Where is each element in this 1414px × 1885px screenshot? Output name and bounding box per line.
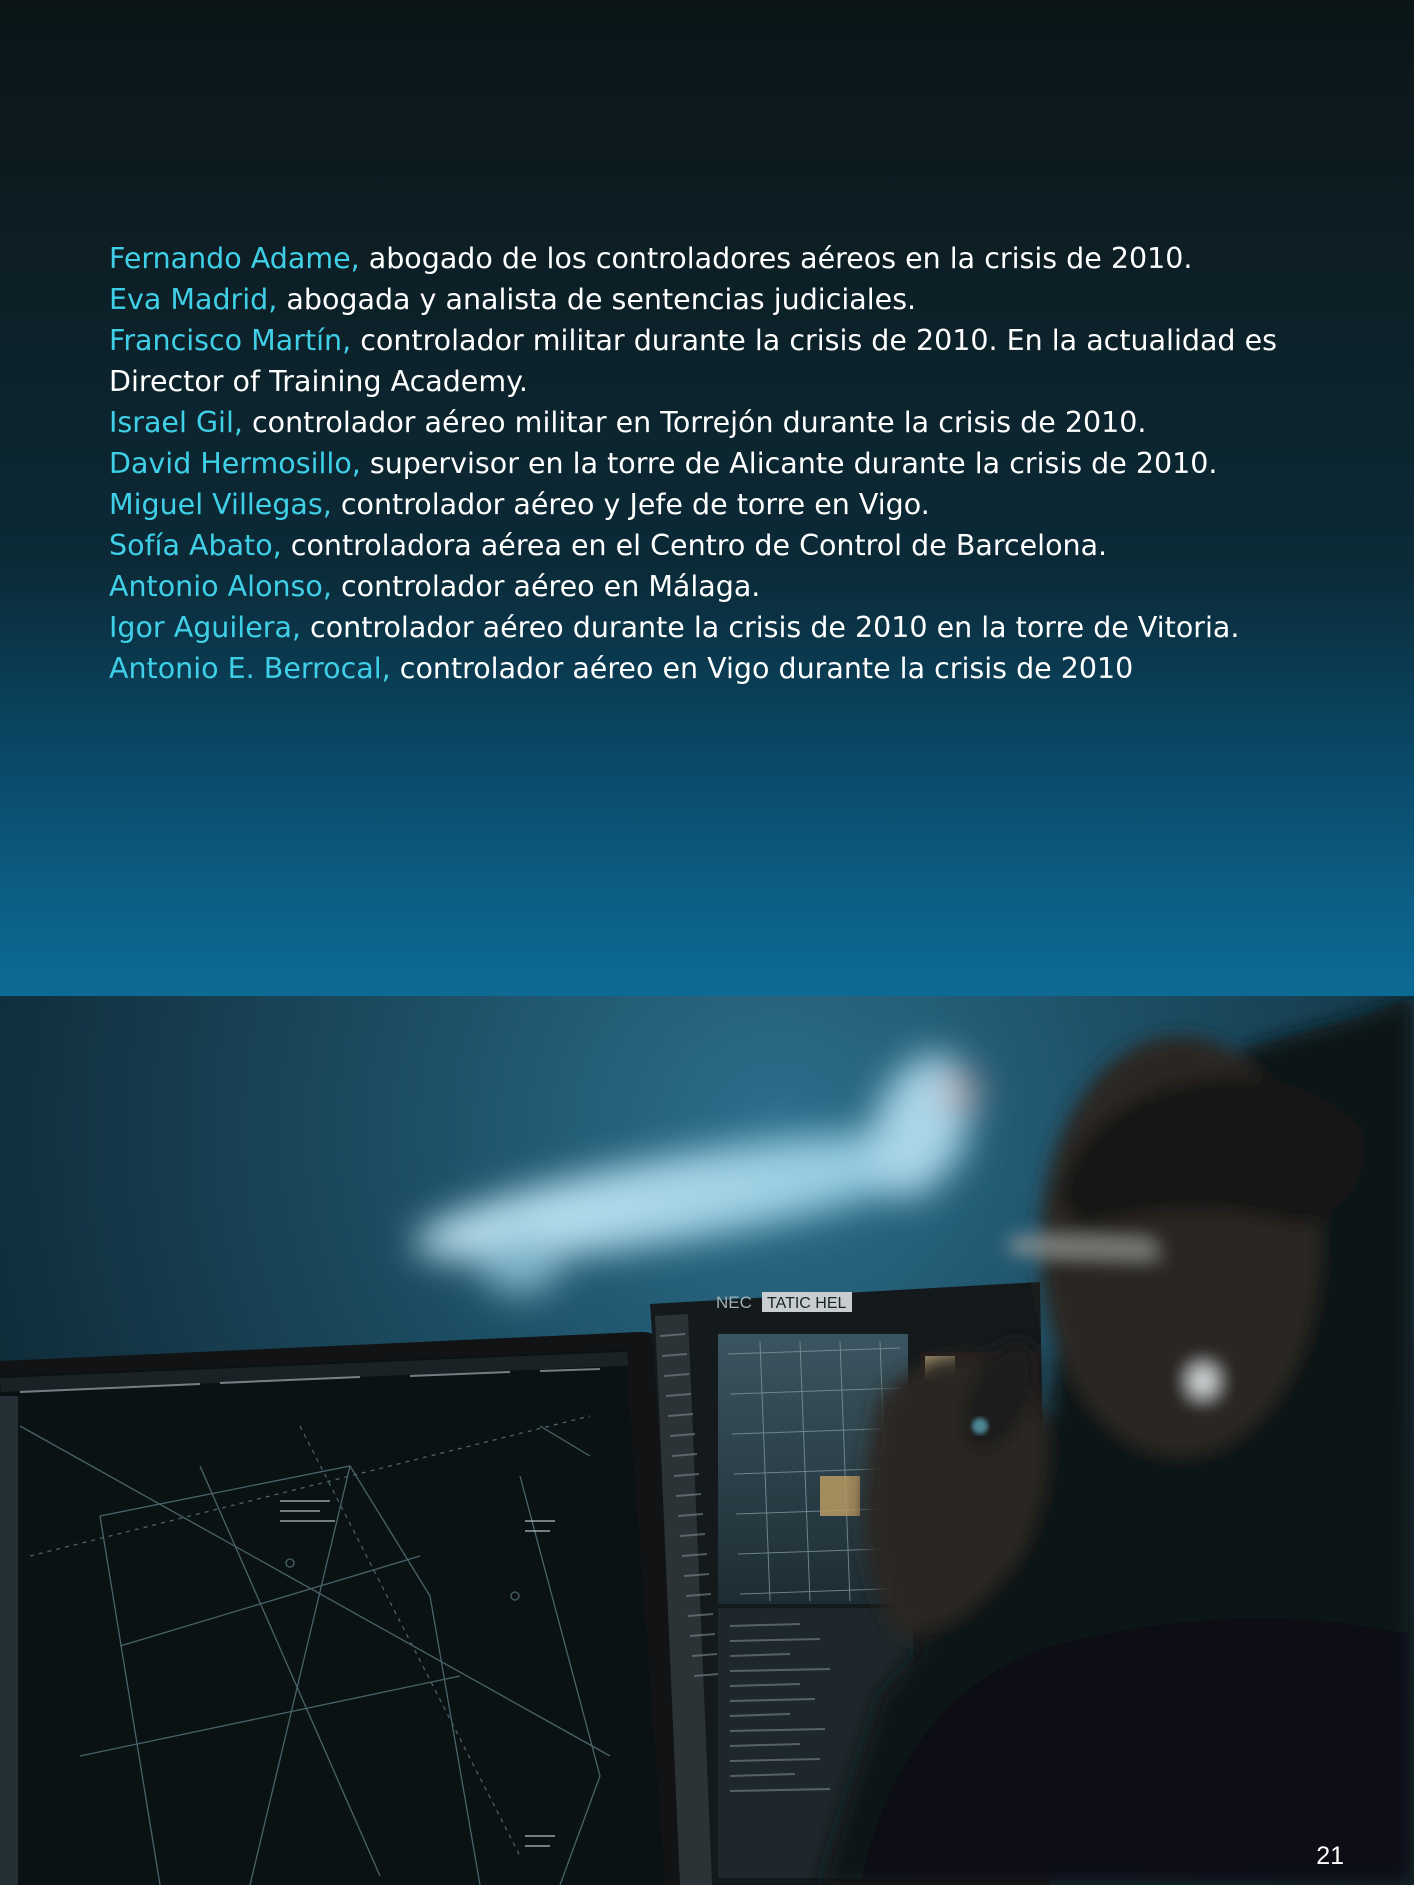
photo-illustration bbox=[0, 996, 1414, 1885]
credit-description: supervisor en la torre de Alicante durante la crisis de 2010. bbox=[369, 447, 1218, 480]
credit-entry bbox=[109, 607, 1329, 648]
credit-name: Miguel Villegas, bbox=[109, 488, 332, 521]
credit-entry bbox=[109, 238, 1329, 279]
credit-name: Israel Gil, bbox=[109, 406, 243, 439]
credit-name: Francisco Martín, bbox=[109, 324, 352, 357]
credit-description: controlador aéreo en Málaga. bbox=[340, 570, 761, 603]
monitor-label-text: TATIC HEL bbox=[767, 1295, 847, 1312]
credit-name: Antonio E. Berrocal, bbox=[109, 652, 391, 685]
monitor-brand-text: NEC bbox=[716, 1293, 752, 1312]
credit-description: controlador aéreo durante la crisis de 2010 en la torre de Vitoria. bbox=[310, 611, 1240, 644]
credit-description: controlador aéreo en Vigo durante la crisis de 2010 bbox=[399, 652, 1134, 685]
credit-entry bbox=[109, 566, 1329, 607]
credit-name: Sofía Abato, bbox=[109, 529, 282, 562]
control-room-photo bbox=[0, 996, 1414, 1885]
radar-blip-glow bbox=[972, 1418, 988, 1434]
credit-description: controladora aérea en el Centro de Control de Barcelona. bbox=[290, 529, 1108, 562]
credit-description: controlador militar durante la crisis de 2010. En la actualidad es Director of Training Academy. bbox=[109, 324, 1277, 398]
radar-monitor bbox=[0, 1332, 700, 1885]
credits-list bbox=[109, 238, 1329, 689]
credit-name: Eva Madrid, bbox=[109, 283, 278, 316]
credit-description: abogado de los controladores aéreos en la crisis de 2010. bbox=[368, 242, 1193, 275]
credit-entry bbox=[109, 320, 1329, 402]
credit-name: Antonio Alonso, bbox=[109, 570, 332, 603]
page-number: 21 bbox=[1316, 1842, 1344, 1870]
airplane-shape bbox=[407, 1040, 988, 1294]
credit-description: controlador aéreo y Jefe de torre en Vigo. bbox=[340, 488, 930, 521]
credit-description: abogada y analista de sentencias judiciales. bbox=[286, 283, 917, 316]
credit-entry bbox=[109, 402, 1329, 443]
credit-entry bbox=[109, 648, 1329, 689]
credit-description: controlador aéreo militar en Torrejón durante la crisis de 2010. bbox=[252, 406, 1147, 439]
credit-name: David Hermosillo, bbox=[109, 447, 361, 480]
credit-name: Fernando Adame, bbox=[109, 242, 360, 275]
credit-entry bbox=[109, 484, 1329, 525]
credit-entry bbox=[109, 279, 1329, 320]
credit-entry bbox=[109, 443, 1329, 484]
credit-entry bbox=[109, 525, 1329, 566]
credit-name: Igor Aguilera, bbox=[109, 611, 301, 644]
